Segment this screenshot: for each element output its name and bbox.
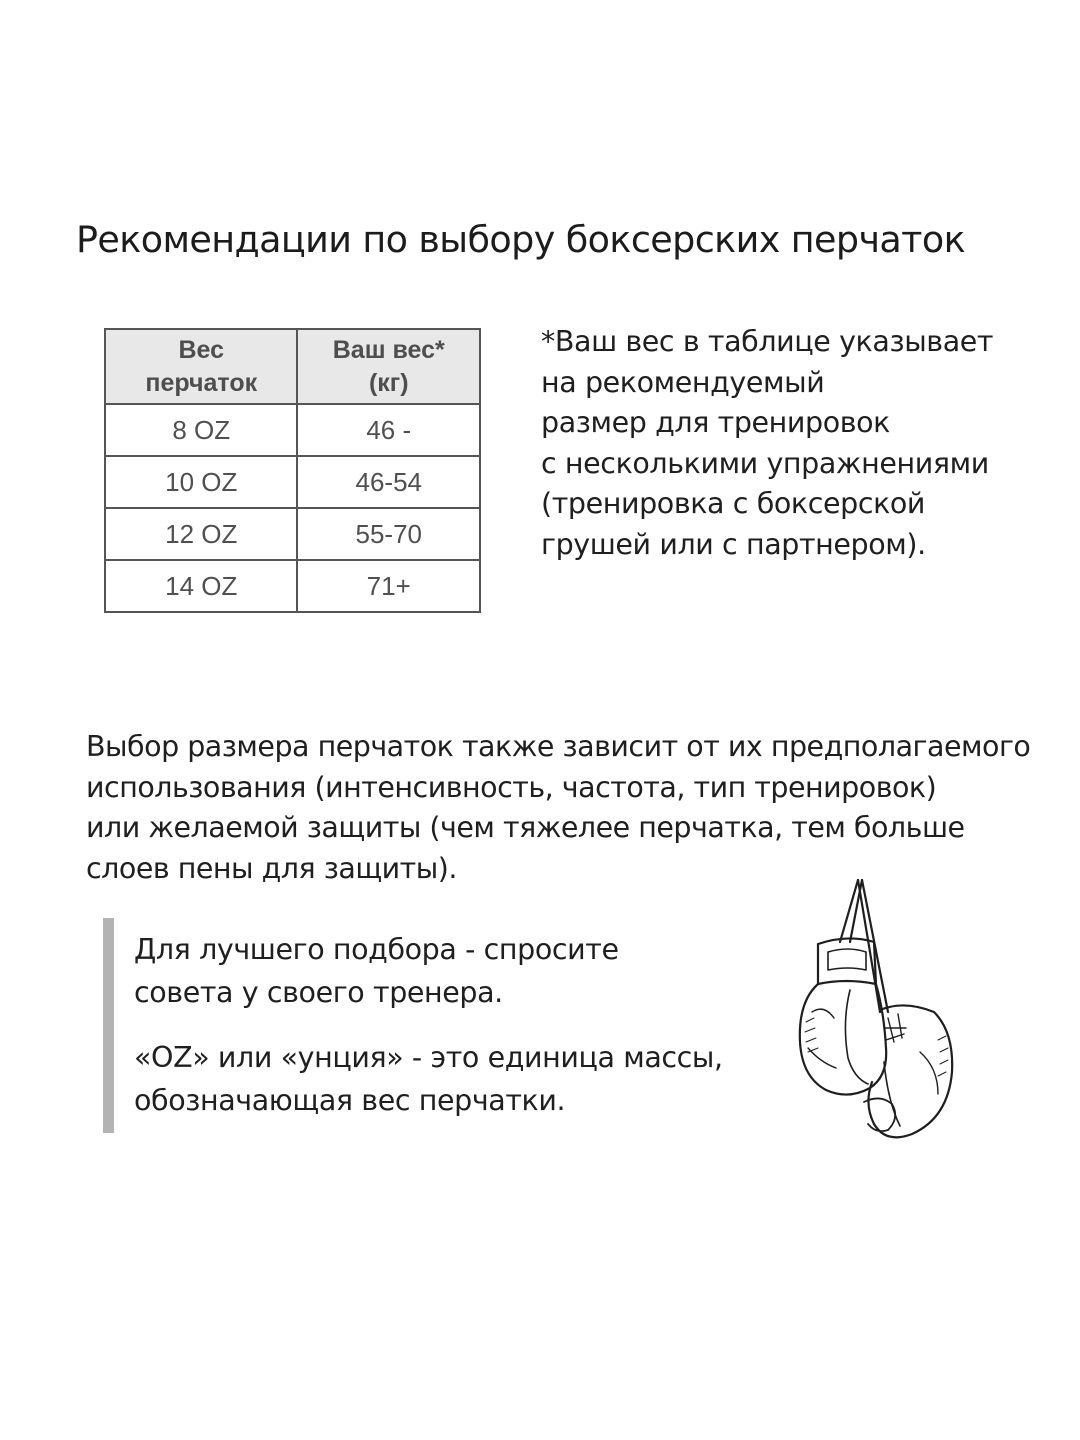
coach-advice-text xyxy=(134,928,619,1014)
text-line: (тренировка с боксерской xyxy=(541,487,926,520)
quote-bar xyxy=(103,918,114,1133)
glove-size-cell: 14 OZ xyxy=(105,560,297,612)
oz-definition-text xyxy=(134,1036,723,1122)
header-line: перчаток xyxy=(145,368,258,397)
table-header-your-weight xyxy=(297,329,480,404)
header-line: Вес xyxy=(178,335,224,364)
text-line: грушей или с партнером). xyxy=(541,527,926,561)
text-line: или желаемой защиты (чем тяжелее перчатка, тем больше xyxy=(86,811,965,844)
table-row xyxy=(105,508,480,560)
text-line: на рекомендуемый xyxy=(541,365,825,399)
text-line: Для лучшего подбора - спросите xyxy=(134,933,619,966)
weight-range-cell: 46 - xyxy=(297,404,480,456)
text-line: обозначающая вес перчатки. xyxy=(134,1084,566,1117)
table-row xyxy=(105,456,480,508)
glove-size-cell: 10 OZ xyxy=(105,456,297,508)
table-row xyxy=(105,404,480,456)
page-title: Рекомендации по выбору боксерских перчаток xyxy=(76,218,966,261)
table-row xyxy=(105,560,480,612)
header-line: Ваш вес* xyxy=(332,335,445,364)
glove-size-cell: 8 OZ xyxy=(105,404,297,456)
text-line: размер для тренировок xyxy=(541,406,890,439)
text-line: использования (интенсивность, частота, тип тренировок) xyxy=(86,770,937,804)
size-selection-paragraph xyxy=(86,727,1030,889)
weight-range-cell: 46-54 xyxy=(297,456,480,508)
text-line: совета у своего тренера. xyxy=(134,976,503,1009)
table-header-row xyxy=(105,329,480,404)
text-line: «OZ» или «унция» - это единица массы, xyxy=(134,1041,723,1074)
text-line: с несколькими упражнениями xyxy=(541,446,989,480)
text-line: Выбор размера перчаток также зависит от их предполагаемого xyxy=(86,730,1031,763)
boxing-gloves-icon xyxy=(788,872,958,1152)
weight-range-cell: 71+ xyxy=(297,560,480,612)
text-line: слоев пены для защиты). xyxy=(86,851,457,885)
glove-size-table xyxy=(104,328,481,613)
text-line: *Ваш вес в таблице указывает xyxy=(541,325,994,358)
table-header-glove-weight xyxy=(105,329,297,404)
weight-range-cell: 55-70 xyxy=(297,508,480,560)
table-footnote xyxy=(541,322,993,565)
glove-size-cell: 12 OZ xyxy=(105,508,297,560)
header-line: (кг) xyxy=(368,368,409,397)
